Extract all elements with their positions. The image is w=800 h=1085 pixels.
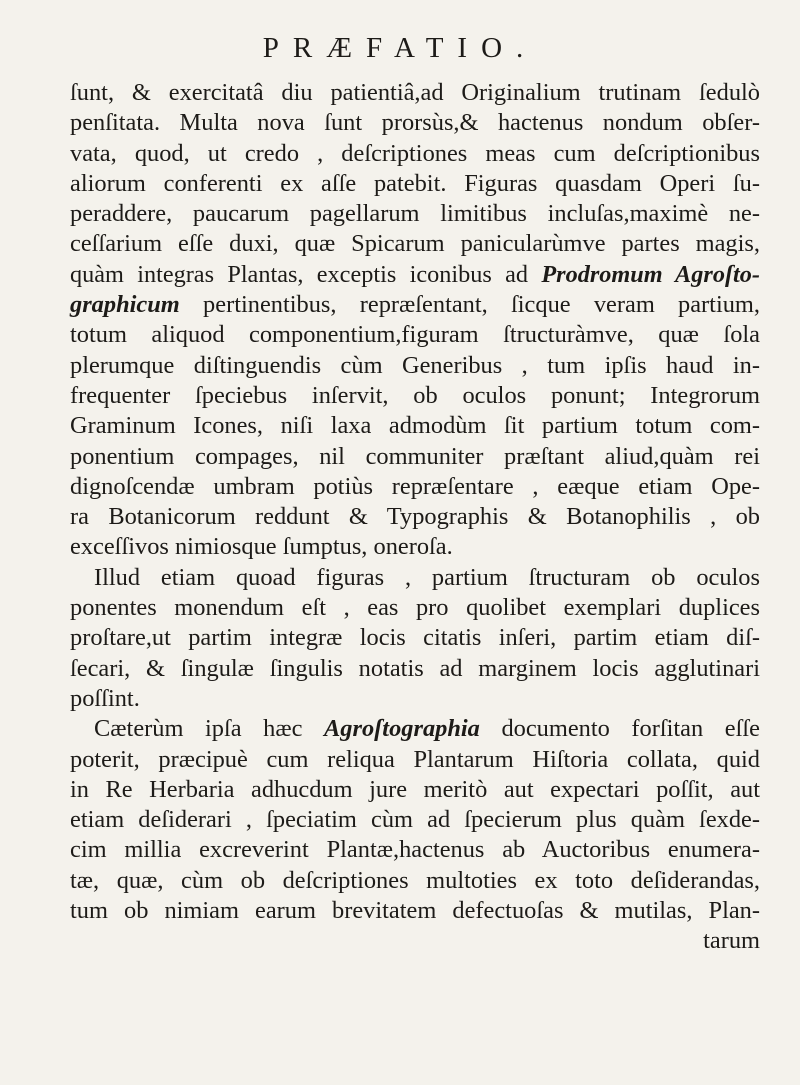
text-line: Cæterùm ipſa hæc Agroſtographia documento forſitan eſſe xyxy=(94,715,760,743)
text-line: tæ, quæ, cùm ob deſcriptiones multoties ex toto deſiderandas, xyxy=(70,866,760,894)
text-line: poterit, præcipuè cum reliqua Plantarum Hiſtoria collata, quid xyxy=(70,745,760,773)
italic-title: Agroſtographia xyxy=(324,715,480,743)
text-line: graphicum pertinentibus, repræſentant, ſicque veram partium, xyxy=(70,291,760,319)
text-line: ſunt, & exercitatâ diu patientiâ,ad Originalium trutinam ſedulò xyxy=(70,79,760,106)
text-line: ponentium compages, nil communiter præſtant aliud,quàm rei xyxy=(70,442,760,470)
text-line: ſecari, & ſingulæ ſingulis notatis ad marginem locis agglutinari xyxy=(70,654,760,682)
text-line: ra Botanicorum reddunt & Typographis & Botanophilis , ob xyxy=(70,503,760,531)
text-line: tum ob nimiam earum brevitatem defectuoſas & mutilas, Plan- xyxy=(70,897,760,925)
text-line: dignoſcendæ umbram potiùs repræſentare , eæque etiam Ope- xyxy=(70,472,760,500)
catchword: tarum xyxy=(703,927,760,955)
text-line: ponentes monendum eſt , eas pro quolibet exemplari duplices xyxy=(70,594,760,622)
text-line: proſtare,ut partim integræ locis citatis inſeri, partim etiam diſ- xyxy=(70,624,760,652)
text-line: plerumque diſtinguendis cùm Generibus , tum ipſis haud in- xyxy=(70,351,760,379)
text-line: aliorum conferenti ex aſſe patebit. Figuras quasdam Operi ſu- xyxy=(70,169,760,197)
italic-title: graphicum xyxy=(70,291,180,319)
text-line: quàm integras Plantas, exceptis iconibus ad Prodromum Agroſto- xyxy=(70,260,760,288)
running-head: PRÆFATIO. xyxy=(262,32,538,64)
text-line: Graminum Icones, niſi laxa admodùm ſit partium totum com- xyxy=(70,412,760,440)
text-line: cim millia excreverint Plantæ,hactenus ab Auctoribus enumera- xyxy=(70,836,760,864)
text-line: in Re Herbaria adhucdum jure meritò aut expectari poſſit, aut xyxy=(70,775,760,803)
text-line: vata, quod, ut credo , deſcriptiones meas cum deſcriptionibus xyxy=(70,139,760,167)
text-line: ceſſarium eſſe duxi, quæ Spicarum panicularùmve partes magis, xyxy=(70,230,760,258)
text-line: peraddere, paucarum pagellarum limitibus incluſas,maximè ne- xyxy=(70,200,760,228)
text-line: exceſſivos nimiosque ſumptus, oneroſa. xyxy=(70,533,453,561)
text-line: totum aliquod componentium,figuram ſtructuràmve, quæ ſola xyxy=(70,321,760,349)
text-line: penſitata. Multa nova ſunt prorsùs,& hactenus nondum obſer- xyxy=(70,109,760,137)
body-text xyxy=(70,78,760,957)
italic-title: Prodromum Agroſto- xyxy=(541,260,760,288)
text-line: poſſint. xyxy=(70,684,140,712)
text-line: Illud etiam quoad figuras , partium ſtructuram ob oculos xyxy=(94,563,760,591)
text-line: etiam deſiderari , ſpeciatim cùm ad ſpecierum plus quàm ſexde- xyxy=(70,806,760,834)
text-line: frequenter ſpeciebus inſervit, ob oculos ponunt; Integrorum xyxy=(70,381,760,409)
